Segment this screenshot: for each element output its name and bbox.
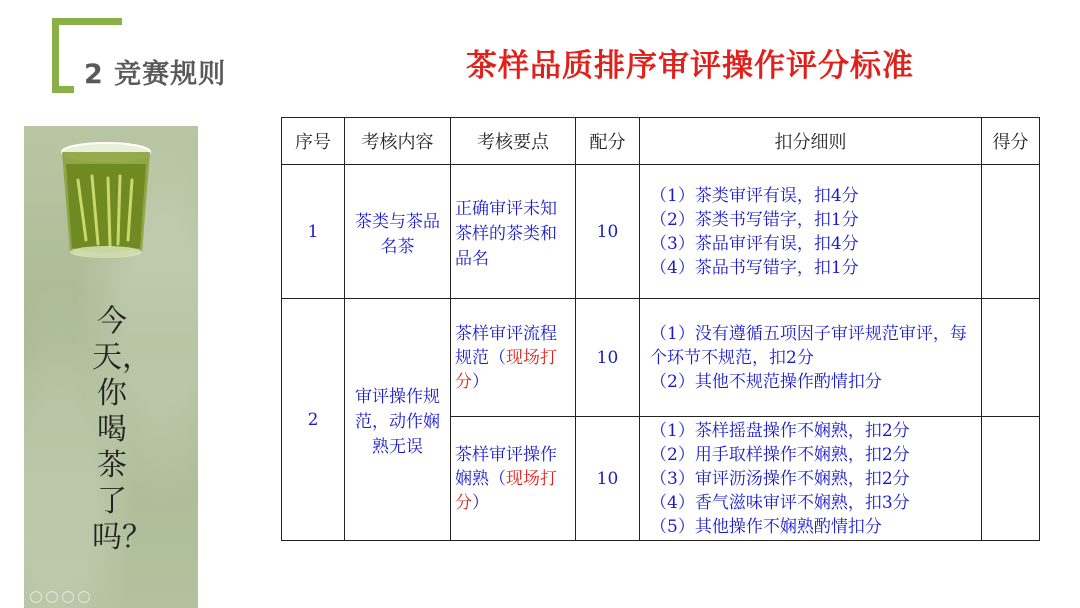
table-row [282, 299, 1040, 417]
deduction-rules [640, 165, 982, 299]
column-header: 配分 [576, 118, 640, 165]
paren-open: （ [489, 347, 506, 368]
deduction-rules [640, 417, 982, 541]
column-header: 考核内容 [345, 118, 451, 165]
deduction-item: （2）茶类书写错字，扣1分 [650, 209, 859, 230]
assessment-point [451, 299, 576, 417]
column-header: 扣分细则 [640, 118, 982, 165]
onsite-scoring-note: 现场打分 [455, 468, 557, 513]
side-slogan: 今天，你喝茶了吗？ [92, 304, 152, 555]
deduction-item: （1）茶类审评有误，扣4分 [650, 185, 859, 206]
deduction-item: （4）香气滋味审评不娴熟，扣3分 [650, 492, 910, 513]
assessment-content: 茶类与茶品名茶 [345, 165, 451, 299]
deduction-rules [640, 299, 982, 417]
section-bracket-foot [52, 86, 74, 93]
section-title: 2 竞赛规则 [84, 59, 227, 90]
row-number: 1 [282, 165, 345, 299]
paren-close: ） [472, 371, 489, 392]
assessment-point-text: 茶样审评流程规范 [455, 323, 557, 368]
scoring-table [281, 117, 1040, 541]
paren-open: （ [489, 468, 506, 489]
deduction-item: （1）茶样摇盘操作不娴熟，扣2分 [650, 420, 910, 441]
deduction-item: （2）用手取样操作不娴熟，扣2分 [650, 444, 910, 465]
score-cell [982, 417, 1040, 541]
allocated-score: 10 [576, 165, 640, 299]
deduction-item: （3）茶品审评有误，扣4分 [650, 233, 859, 254]
onsite-scoring-note: 现场打分 [455, 347, 557, 392]
column-header: 序号 [282, 118, 345, 165]
deduction-item: （5）其他操作不娴熟酌情扣分 [650, 516, 882, 537]
deduction-item: （3）审评沥汤操作不娴熟，扣2分 [650, 468, 910, 489]
assessment-point: 正确审评未知茶样的茶类和品名 [451, 165, 576, 299]
score-cell [982, 165, 1040, 299]
paren-close: ） [472, 492, 489, 513]
score-cell [982, 299, 1040, 417]
assessment-point [451, 417, 576, 541]
side-decoration-panel [24, 126, 198, 608]
page-title: 茶样品质排序审评操作评分标准 [466, 48, 914, 84]
assessment-content: 审评操作规范，动作娴熟无误 [345, 299, 451, 541]
row-number: 2 [282, 299, 345, 541]
allocated-score: 10 [576, 417, 640, 541]
allocated-score: 10 [576, 299, 640, 417]
deduction-item: （2）其他不规范操作酌情扣分 [650, 371, 882, 392]
assessment-point-text: 茶样审评操作娴熟 [455, 444, 557, 489]
table-header-row [282, 118, 1040, 165]
deduction-item: （1）没有遵循五项因子审评规范审评，每个环节不规范，扣2分 [650, 323, 967, 368]
column-header: 考核要点 [451, 118, 576, 165]
column-header: 得分 [982, 118, 1040, 165]
deduction-item: （4）茶品书写错字，扣1分 [650, 257, 859, 278]
tea-cup-icon [58, 140, 154, 264]
table-row [282, 165, 1040, 299]
watermark [30, 590, 120, 604]
